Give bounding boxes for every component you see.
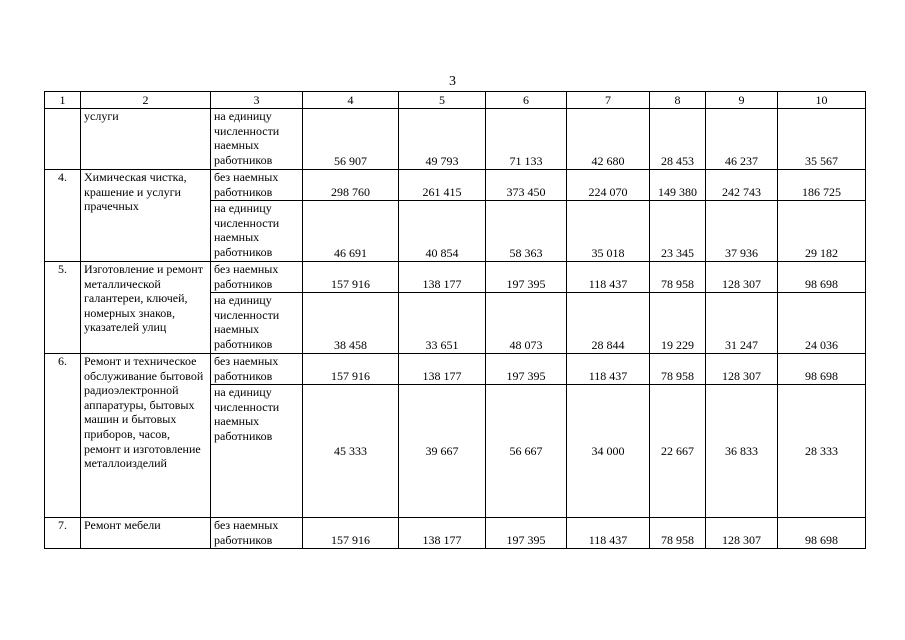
- value-cell: 78 958: [650, 354, 706, 385]
- value-cell: 224 070: [567, 170, 650, 201]
- tariff-table: [44, 91, 866, 549]
- value-cell: 128 307: [706, 518, 778, 549]
- value-cell: 35 018: [567, 201, 650, 262]
- value-cell: 58 363: [486, 201, 567, 262]
- row-number: 5.: [45, 262, 81, 354]
- value-cell: 138 177: [399, 518, 486, 549]
- condition: на единицу численности наемных работников: [211, 201, 303, 262]
- column-header: 5: [399, 92, 486, 109]
- service-name: Ремонт и техническое обслуживание бытовой радиоэлектронной аппаратуры, бытовых машин и бытовых приборов, часов, ремонт и изготовление металлоизделий: [81, 354, 211, 518]
- value-cell: 157 916: [303, 354, 399, 385]
- service-name: услуги: [81, 109, 211, 170]
- value-cell: 128 307: [706, 262, 778, 293]
- column-header: 2: [81, 92, 211, 109]
- value-cell: 118 437: [567, 518, 650, 549]
- column-header: 4: [303, 92, 399, 109]
- value-cell: 49 793: [399, 109, 486, 170]
- header-row: [45, 92, 866, 109]
- value-cell: 23 345: [650, 201, 706, 262]
- service-name: Химическая чистка, крашение и услуги прачечных: [81, 170, 211, 262]
- value-cell: 38 458: [303, 293, 399, 354]
- value-cell: 128 307: [706, 354, 778, 385]
- value-cell: 46 237: [706, 109, 778, 170]
- value-cell: 197 395: [486, 518, 567, 549]
- value-cell: 39 667: [399, 385, 486, 518]
- value-cell: 118 437: [567, 262, 650, 293]
- column-header: 8: [650, 92, 706, 109]
- value-cell: 298 760: [303, 170, 399, 201]
- value-cell: 242 743: [706, 170, 778, 201]
- value-cell: 29 182: [778, 201, 866, 262]
- value-cell: 19 229: [650, 293, 706, 354]
- condition: без наемных работников: [211, 170, 303, 201]
- value-cell: 98 698: [778, 262, 866, 293]
- row-number: 4.: [45, 170, 81, 262]
- column-header: 7: [567, 92, 650, 109]
- table-row: [45, 518, 866, 549]
- value-cell: 373 450: [486, 170, 567, 201]
- page-number: 3: [449, 74, 456, 89]
- table-row: [45, 262, 866, 293]
- value-cell: 197 395: [486, 354, 567, 385]
- table-row: [45, 170, 866, 201]
- value-cell: 31 247: [706, 293, 778, 354]
- condition: на единицу численности наемных работников: [211, 293, 303, 354]
- condition: без наемных работников: [211, 354, 303, 385]
- value-cell: 261 415: [399, 170, 486, 201]
- table-row: [45, 354, 866, 385]
- condition: без наемных работников: [211, 518, 303, 549]
- value-cell: 71 133: [486, 109, 567, 170]
- value-cell: 35 567: [778, 109, 866, 170]
- column-header: 3: [211, 92, 303, 109]
- value-cell: 98 698: [778, 354, 866, 385]
- value-cell: 37 936: [706, 201, 778, 262]
- value-cell: 42 680: [567, 109, 650, 170]
- value-cell: 34 000: [567, 385, 650, 518]
- value-cell: 33 651: [399, 293, 486, 354]
- value-cell: 157 916: [303, 262, 399, 293]
- value-cell: 197 395: [486, 262, 567, 293]
- value-cell: 78 958: [650, 518, 706, 549]
- value-cell: 138 177: [399, 354, 486, 385]
- column-header: 6: [486, 92, 567, 109]
- row-number: 6.: [45, 354, 81, 518]
- condition: на единицу численности наемных работников: [211, 385, 303, 518]
- column-header: 9: [706, 92, 778, 109]
- column-header: 1: [45, 92, 81, 109]
- condition: на единицу численности наемных работников: [211, 109, 303, 170]
- value-cell: 186 725: [778, 170, 866, 201]
- value-cell: 78 958: [650, 262, 706, 293]
- value-cell: 98 698: [778, 518, 866, 549]
- service-name: Ремонт мебели: [81, 518, 211, 549]
- value-cell: 28 453: [650, 109, 706, 170]
- value-cell: 46 691: [303, 201, 399, 262]
- value-cell: 48 073: [486, 293, 567, 354]
- value-cell: 56 907: [303, 109, 399, 170]
- value-cell: 45 333: [303, 385, 399, 518]
- value-cell: 36 833: [706, 385, 778, 518]
- service-name: Изготовление и ремонт металлической галантереи, ключей, номерных знаков, указателей улиц: [81, 262, 211, 354]
- value-cell: 56 667: [486, 385, 567, 518]
- value-cell: 157 916: [303, 518, 399, 549]
- row-number: 7.: [45, 518, 81, 549]
- condition: без наемных работников: [211, 262, 303, 293]
- value-cell: 40 854: [399, 201, 486, 262]
- value-cell: 28 844: [567, 293, 650, 354]
- value-cell: 24 036: [778, 293, 866, 354]
- value-cell: 118 437: [567, 354, 650, 385]
- column-header: 10: [778, 92, 866, 109]
- row-number: [45, 109, 81, 170]
- value-cell: 22 667: [650, 385, 706, 518]
- table-row: [45, 109, 866, 170]
- value-cell: 28 333: [778, 385, 866, 518]
- value-cell: 149 380: [650, 170, 706, 201]
- value-cell: 138 177: [399, 262, 486, 293]
